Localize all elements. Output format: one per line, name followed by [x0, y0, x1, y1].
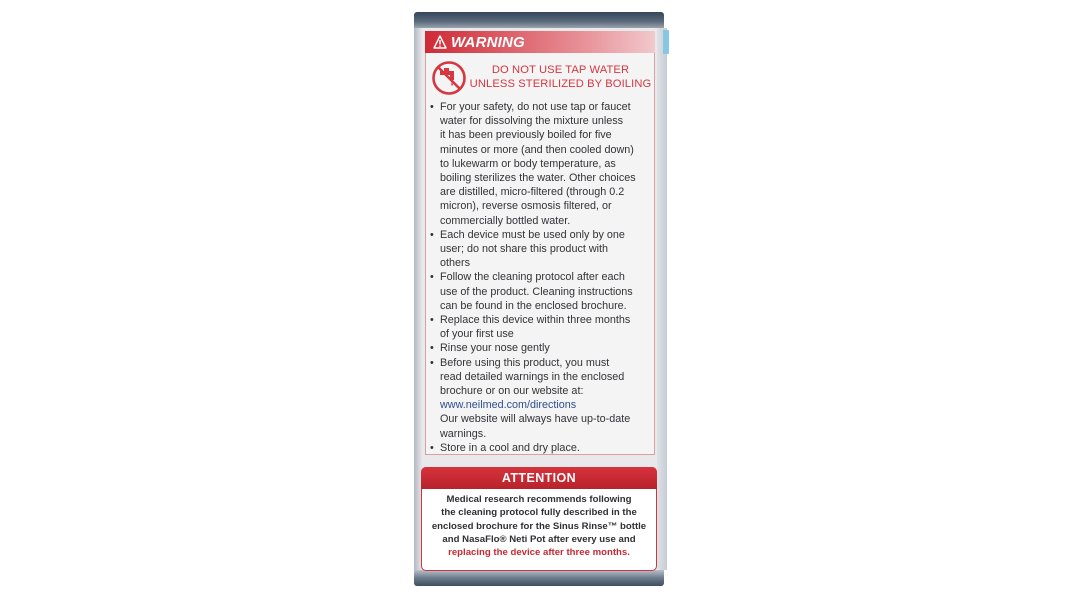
box-bottom-edge	[414, 570, 664, 586]
bullet-marker: •	[430, 228, 434, 241]
bullet-text-line: For your safety, do not use tap or faucet	[440, 101, 631, 113]
warning-bullet-item	[428, 228, 654, 271]
bullet-text-line: Our website will always have up-to-date	[440, 413, 631, 426]
box-right-flap	[657, 28, 667, 570]
warning-bullet-item	[428, 441, 654, 455]
warning-title-text: WARNING	[451, 33, 525, 51]
bullet-text-line: water for dissolving the mixture unless	[440, 115, 624, 128]
website-link-text: www.neilmed.com/directions	[440, 399, 577, 412]
bullet-text-line: Before using this product, you must	[440, 356, 610, 369]
tap-warning-line: DO NOT USE TAP WATER	[491, 64, 630, 76]
bullet-text-line: it has been previously boiled for five	[440, 129, 612, 142]
warning-triangle-icon	[433, 35, 447, 49]
warning-bullet-item	[428, 100, 654, 228]
bullet-text-line: to lukewarm or body temperature, as	[440, 157, 616, 170]
no-tap-water-icon	[431, 60, 467, 96]
bullet-text-line: Follow the cleaning protocol after each	[440, 271, 625, 284]
bullet-text-line: others	[440, 257, 471, 270]
bullet-text-line: minutes or more (and then cooled down)	[440, 143, 634, 156]
warning-bullet-item	[428, 356, 654, 441]
warning-bullet-item	[428, 341, 654, 355]
bullet-text-line: Store in a cool and dry place.	[440, 441, 580, 454]
bullet-text-line: brochure or on our website at:	[440, 385, 584, 398]
attention-text-line: enclosed brochure for the Sinus Rinse™ bottle	[431, 520, 647, 532]
tap-warning-line: UNLESS STERILIZED BY BOILING	[469, 78, 652, 90]
bullet-text-line: read detailed warnings in the enclosed	[440, 370, 625, 383]
attention-text-line: and NasaFlo® Neti Pot after every use and	[442, 533, 636, 545]
bullet-text-line: Each device must be used only by one	[440, 228, 625, 241]
warning-title	[433, 33, 525, 51]
bullet-marker: •	[430, 271, 434, 284]
bullet-marker: •	[430, 356, 434, 369]
warning-bullet-item	[428, 313, 654, 341]
attention-emphasis-line: replacing the device after three months.	[448, 547, 630, 559]
bullet-text-line: Replace this device within three months	[440, 314, 631, 327]
bullet-text-line: Rinse your nose gently	[440, 342, 550, 355]
bullet-text-line: boiling sterilizes the water. Other choices	[440, 172, 636, 185]
box-top-edge	[414, 12, 664, 28]
bullet-text-line: micron), reverse osmosis filtered, or	[440, 200, 612, 213]
attention-text-line: Medical research recommends following	[446, 494, 632, 505]
attention-title: ATTENTION	[421, 467, 657, 489]
warning-bullet-list	[428, 100, 654, 455]
tap-water-warning	[469, 63, 652, 91]
bullet-text-line: are distilled, micro-filtered (through 0.2	[440, 186, 625, 199]
bullet-text-line: of your first use	[440, 328, 514, 341]
box-right-accent	[663, 30, 669, 54]
bullet-marker: •	[430, 441, 434, 454]
attention-text	[424, 493, 654, 559]
bullet-text-line: user; do not share this product with	[440, 243, 609, 256]
bullet-text-line: commercially bottled water.	[440, 214, 571, 227]
bullet-text-line: warnings.	[440, 427, 487, 440]
attention-text-line: the cleaning protocol fully described in the	[441, 507, 637, 519]
warning-bullet-item	[428, 270, 654, 313]
bullet-marker: •	[430, 101, 434, 113]
bullet-text-line: use of the product. Cleaning instructions	[440, 285, 633, 298]
bullet-marker: •	[430, 314, 434, 327]
bullet-text-line: can be found in the enclosed brochure.	[440, 299, 627, 312]
bullet-marker: •	[430, 342, 434, 355]
